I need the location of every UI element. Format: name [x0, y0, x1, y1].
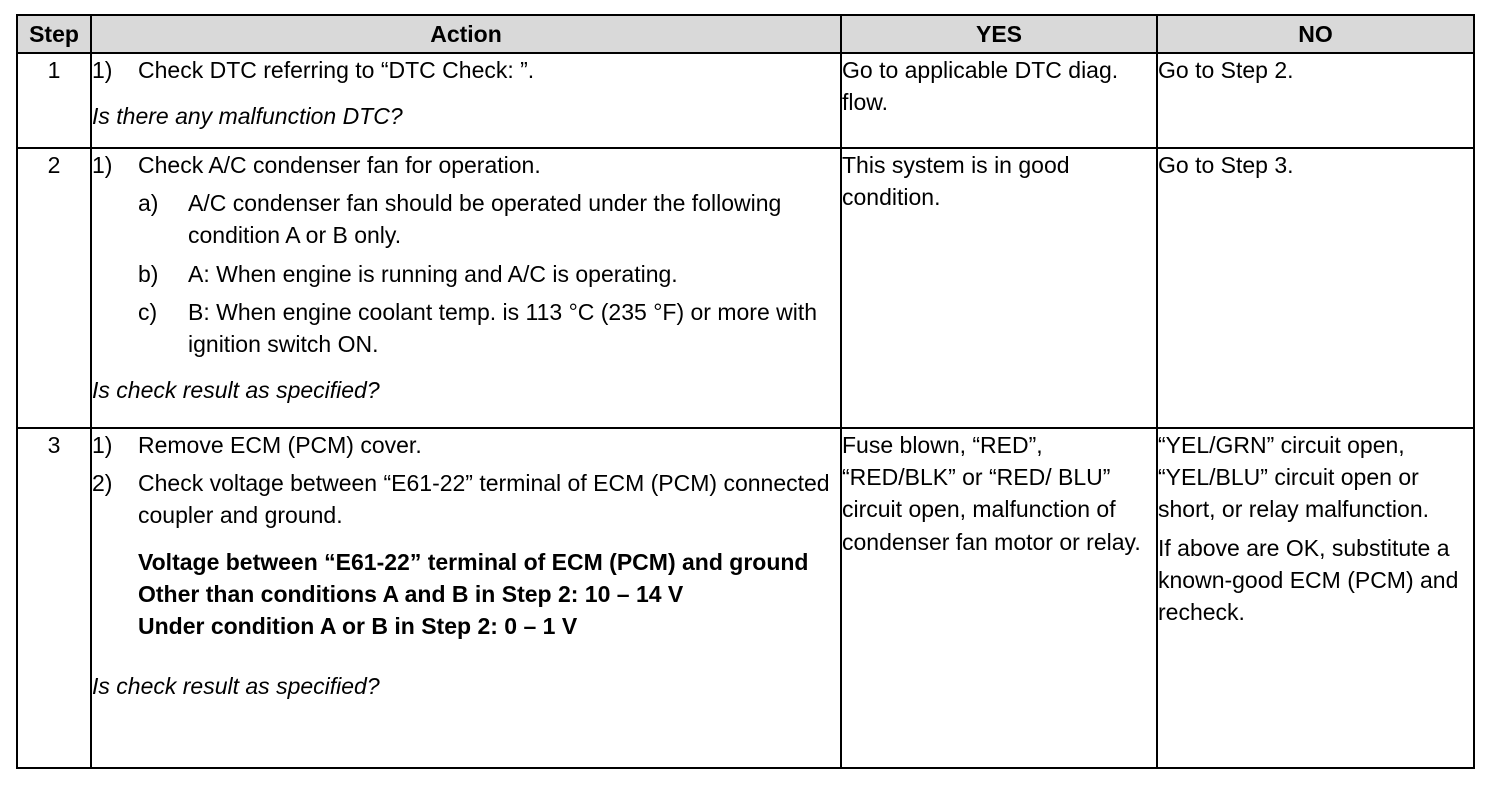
table-row-step-3 [17, 428, 1474, 768]
sub-item-letter: b) [138, 260, 159, 287]
yes-cell: Go to applicable DTC diag. flow. [841, 53, 1157, 148]
header-row [17, 15, 1474, 53]
sub-item [138, 258, 840, 290]
item-text: Check DTC referring to “DTC Check: ”. [138, 57, 535, 83]
action-cell [91, 428, 841, 768]
item-number: 1) [92, 152, 113, 178]
yes-cell: This system is in good condition. [841, 148, 1157, 428]
sub-item [138, 296, 840, 360]
sub-item-text: A/C condenser fan should be operated under the following condition A or B only. [188, 190, 782, 249]
no-cell: Go to Step 3. [1157, 148, 1474, 428]
table-row-step-2 [17, 148, 1474, 428]
no-cell [1157, 428, 1474, 768]
item-number: 1) [92, 432, 113, 458]
yes-cell: Fuse blown, “RED”, “RED/BLK” or “RED/ BLU” circuit open, malfunction of condenser fan motor or relay. [841, 428, 1157, 768]
sub-item-text: A: When engine is running and A/C is operating. [188, 260, 678, 287]
spec-line: Under condition A or B in Step 2: 0 – 1 V [138, 612, 578, 639]
question-text: Is there any malfunction DTC? [92, 103, 403, 130]
sub-item-letter: a) [138, 190, 159, 217]
action-item [92, 54, 840, 86]
item-text: Check voltage between “E61-22” terminal of ECM (PCM) connected coupler and ground. [138, 470, 830, 529]
sub-item-text: B: When engine coolant temp. is 113 °C (235 °F) or more with ignition switch ON. [188, 298, 818, 357]
sub-item-letter: c) [138, 298, 158, 325]
action-item [92, 429, 840, 461]
item-text: Remove ECM (PCM) cover. [138, 432, 422, 458]
item-number: 2) [92, 470, 113, 497]
action-item [92, 467, 840, 531]
action-item [92, 149, 840, 181]
sub-item [138, 187, 840, 251]
step-number: 1 [17, 53, 91, 148]
item-text: Check A/C condenser fan for operation. [138, 152, 541, 178]
item-number: 1) [92, 57, 113, 83]
no-cell: Go to Step 2. [1157, 53, 1474, 148]
header-step: Step [17, 15, 91, 53]
question-text: Is check result as specified? [92, 377, 380, 404]
header-no: NO [1157, 15, 1474, 53]
header-yes: YES [841, 15, 1157, 53]
table-row-step-1 [17, 53, 1474, 148]
step-number: 3 [17, 428, 91, 768]
action-cell [91, 148, 841, 428]
no-extra-text: If above are OK, substitute a known-good ECM (PCM) and recheck. [1158, 534, 1459, 625]
question-text: Is check result as specified? [92, 673, 380, 700]
action-cell [91, 53, 841, 148]
no-result-text: “YEL/GRN” circuit open, “YEL/BLU” circuit open or short, or relay malfunction. [1158, 432, 1430, 523]
diagnostic-table [16, 14, 1475, 769]
spec-line: Other than conditions A and B in Step 2: 10 – 14 V [138, 580, 684, 607]
spec-title: Voltage between “E61-22” terminal of ECM (PCM) and ground [138, 548, 809, 575]
header-action: Action [91, 15, 841, 53]
specification-block [138, 546, 840, 643]
step-number: 2 [17, 148, 91, 428]
